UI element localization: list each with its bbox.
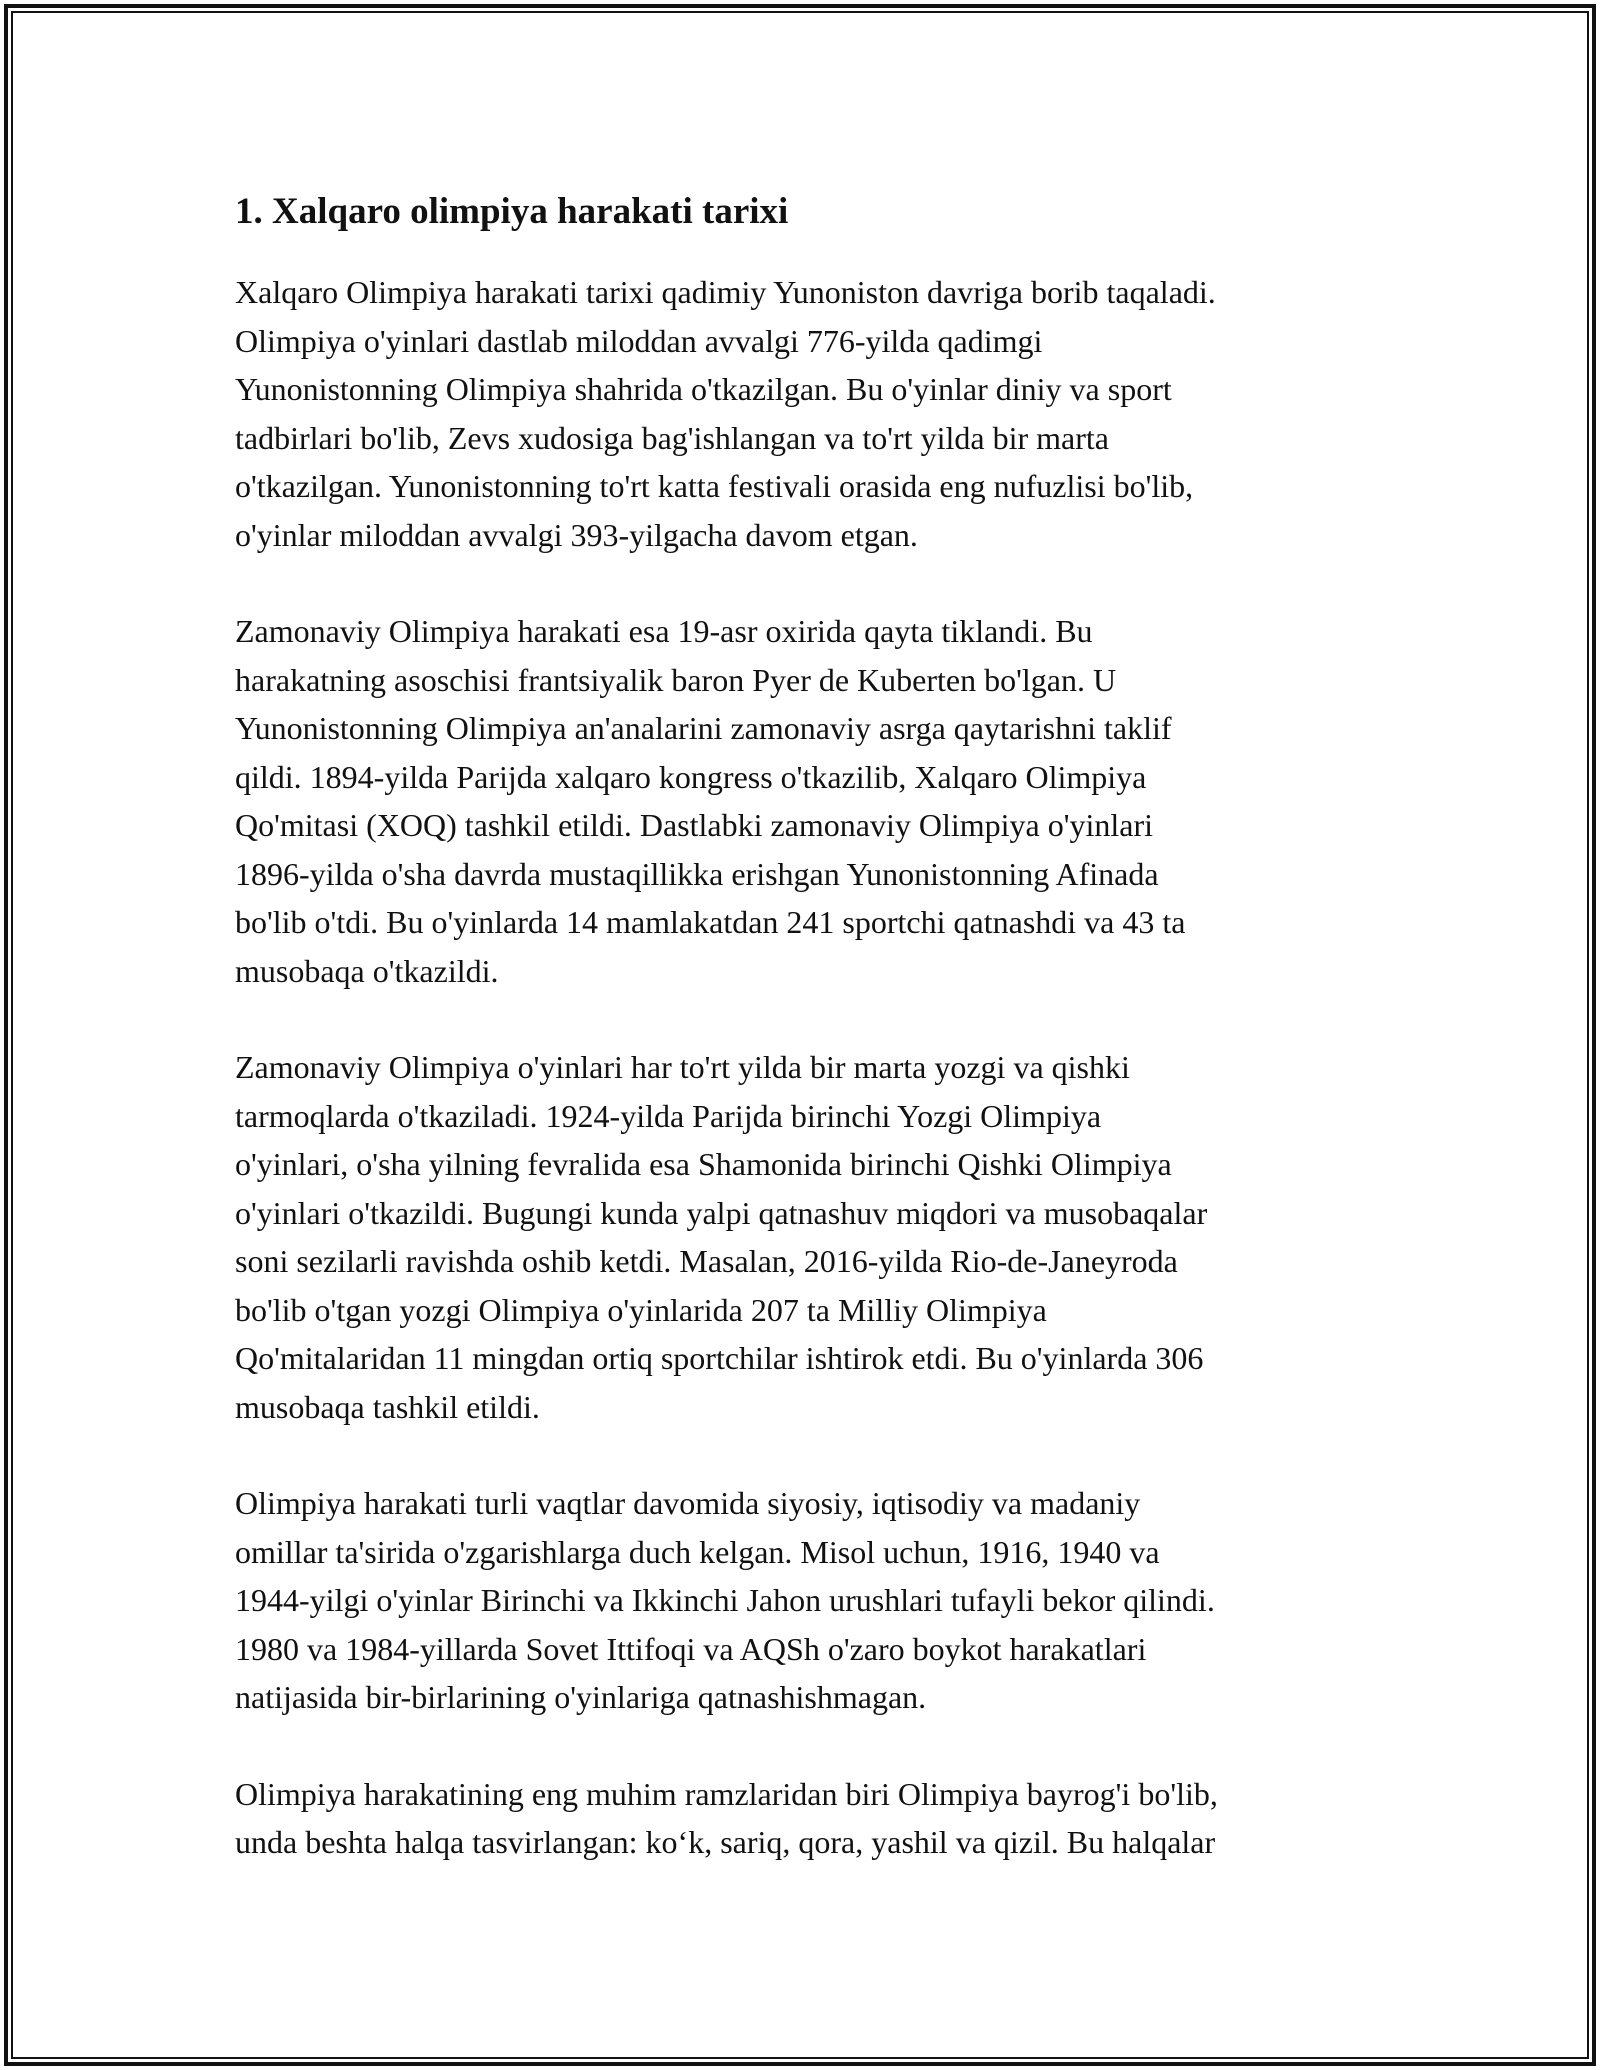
paragraph-line: Yunonistonning Olimpiya an'analarini zamonaviy asrga qaytarishni taklif — [235, 710, 1172, 746]
paragraph-line: Yunonistonning Olimpiya shahrida o'tkazilgan. Bu o'yinlar diniy va sport — [235, 371, 1172, 407]
paragraph — [235, 1770, 1375, 1867]
paragraph-line: o'yinlari o'tkazildi. Bugungi kunda yalpi qatnashuv miqdori va musobaqalar — [235, 1194, 1208, 1231]
paragraph — [235, 268, 1375, 559]
paragraph-line: soni sezilarli ravishda oshib ketdi. Masalan, 2016-yilda Rio-de-Janeyroda — [235, 1243, 1178, 1279]
paragraph-line: tadbirlari bo'lib, Zevs xudosiga bag'ishlangan va to'rt yilda bir marta — [235, 419, 1109, 456]
paragraph-line: Zamonaviy Olimpiya harakati esa 19-asr oxirida qayta tiklandi. Bu — [235, 613, 1093, 649]
paragraph — [235, 607, 1375, 995]
paragraph-line: qildi. 1894-yilda Parijda xalqaro kongress o'tkazilib, Xalqaro Olimpiya — [235, 758, 1147, 795]
paragraph-line: musobaqa tashkil etildi. — [235, 1388, 540, 1425]
paragraph-line: Olimpiya harakatining eng muhim ramzlaridan biri Olimpiya bayrog'i bo'lib, — [235, 1775, 1218, 1812]
paragraph-line: omillar ta'sirida o'zgarishlarga duch kelgan. Misol uchun, 1916, 1940 va — [235, 1533, 1160, 1570]
paragraph-line: o'tkazilgan. Yunonistonning to'rt katta festivali orasida eng nufuzlisi bo'lib, — [235, 468, 1194, 504]
paragraph-line: unda beshta halqa tasvirlangan: ko‘k, sariq, qora, yashil va qizil. Bu halqalar — [235, 1824, 1216, 1860]
document-body — [235, 188, 1375, 1915]
paragraph — [235, 1479, 1375, 1722]
paragraph-line: 1980 va 1984-yillarda Sovet Ittifoqi va AQSh o'zaro boykot harakatlari — [235, 1630, 1147, 1667]
paragraph-line: natijasida bir-birlarining o'yinlariga qatnashishmagan. — [235, 1679, 927, 1715]
section-heading: 1. Xalqaro olimpiya harakati tarixi — [235, 191, 789, 232]
paragraph-line: bo'lib o'tgan yozgi Olimpiya o'yinlarida 207 ta Milliy Olimpiya — [235, 1291, 1047, 1328]
paragraph-line: Zamonaviy Olimpiya o'yinlari har to'rt yilda bir marta yozgi va qishki — [235, 1049, 1130, 1085]
paragraph-line: Olimpiya harakati turli vaqtlar davomida siyosiy, iqtisodiy va madaniy — [235, 1485, 1141, 1521]
paragraph-line: Qo'mitalaridan 11 mingdan ortiq sportchilar ishtirok etdi. Bu o'yinlarda 306 — [235, 1340, 1204, 1376]
paragraph-line: Olimpiya o'yinlari dastlab miloddan avvalgi 776-yilda qadimgi — [235, 322, 1043, 359]
paragraph — [235, 1043, 1375, 1431]
paragraph-line: 1944-yilgi o'yinlar Birinchi va Ikkinchi Jahon urushlari tufayli bekor qilindi. — [235, 1582, 1215, 1618]
paragraph-line: harakatning asoschisi frantsiyalik baron Pyer de Kuberten bo'lgan. U — [235, 661, 1117, 698]
paragraph-line: o'yinlar miloddan avvalgi 393-yilgacha davom etgan. — [235, 516, 918, 553]
paragraph-line: bo'lib o'tdi. Bu o'yinlarda 14 mamlakatdan 241 sportchi qatnashdi va 43 ta — [235, 904, 1186, 940]
paragraph-line: musobaqa o'tkazildi. — [235, 952, 499, 989]
paragraph-line: Qo'mitasi (XOQ) tashkil etildi. Dastlabki zamonaviy Olimpiya o'yinlari — [235, 807, 1154, 843]
paragraph-line: tarmoqlarda o'tkaziladi. 1924-yilda Parijda birinchi Yozgi Olimpiya — [235, 1097, 1102, 1134]
paragraph-line: o'yinlari, o'sha yilning fevralida esa Shamonida birinchi Qishki Olimpiya — [235, 1146, 1172, 1182]
paragraph-list — [235, 268, 1375, 1867]
paragraph-line: 1896-yilda o'sha davrda mustaqillikka erishgan Yunonistonning Afinada — [235, 855, 1159, 892]
paragraph-line: Xalqaro Olimpiya harakati tarixi qadimiy Yunoniston davriga borib taqaladi. — [235, 274, 1216, 310]
